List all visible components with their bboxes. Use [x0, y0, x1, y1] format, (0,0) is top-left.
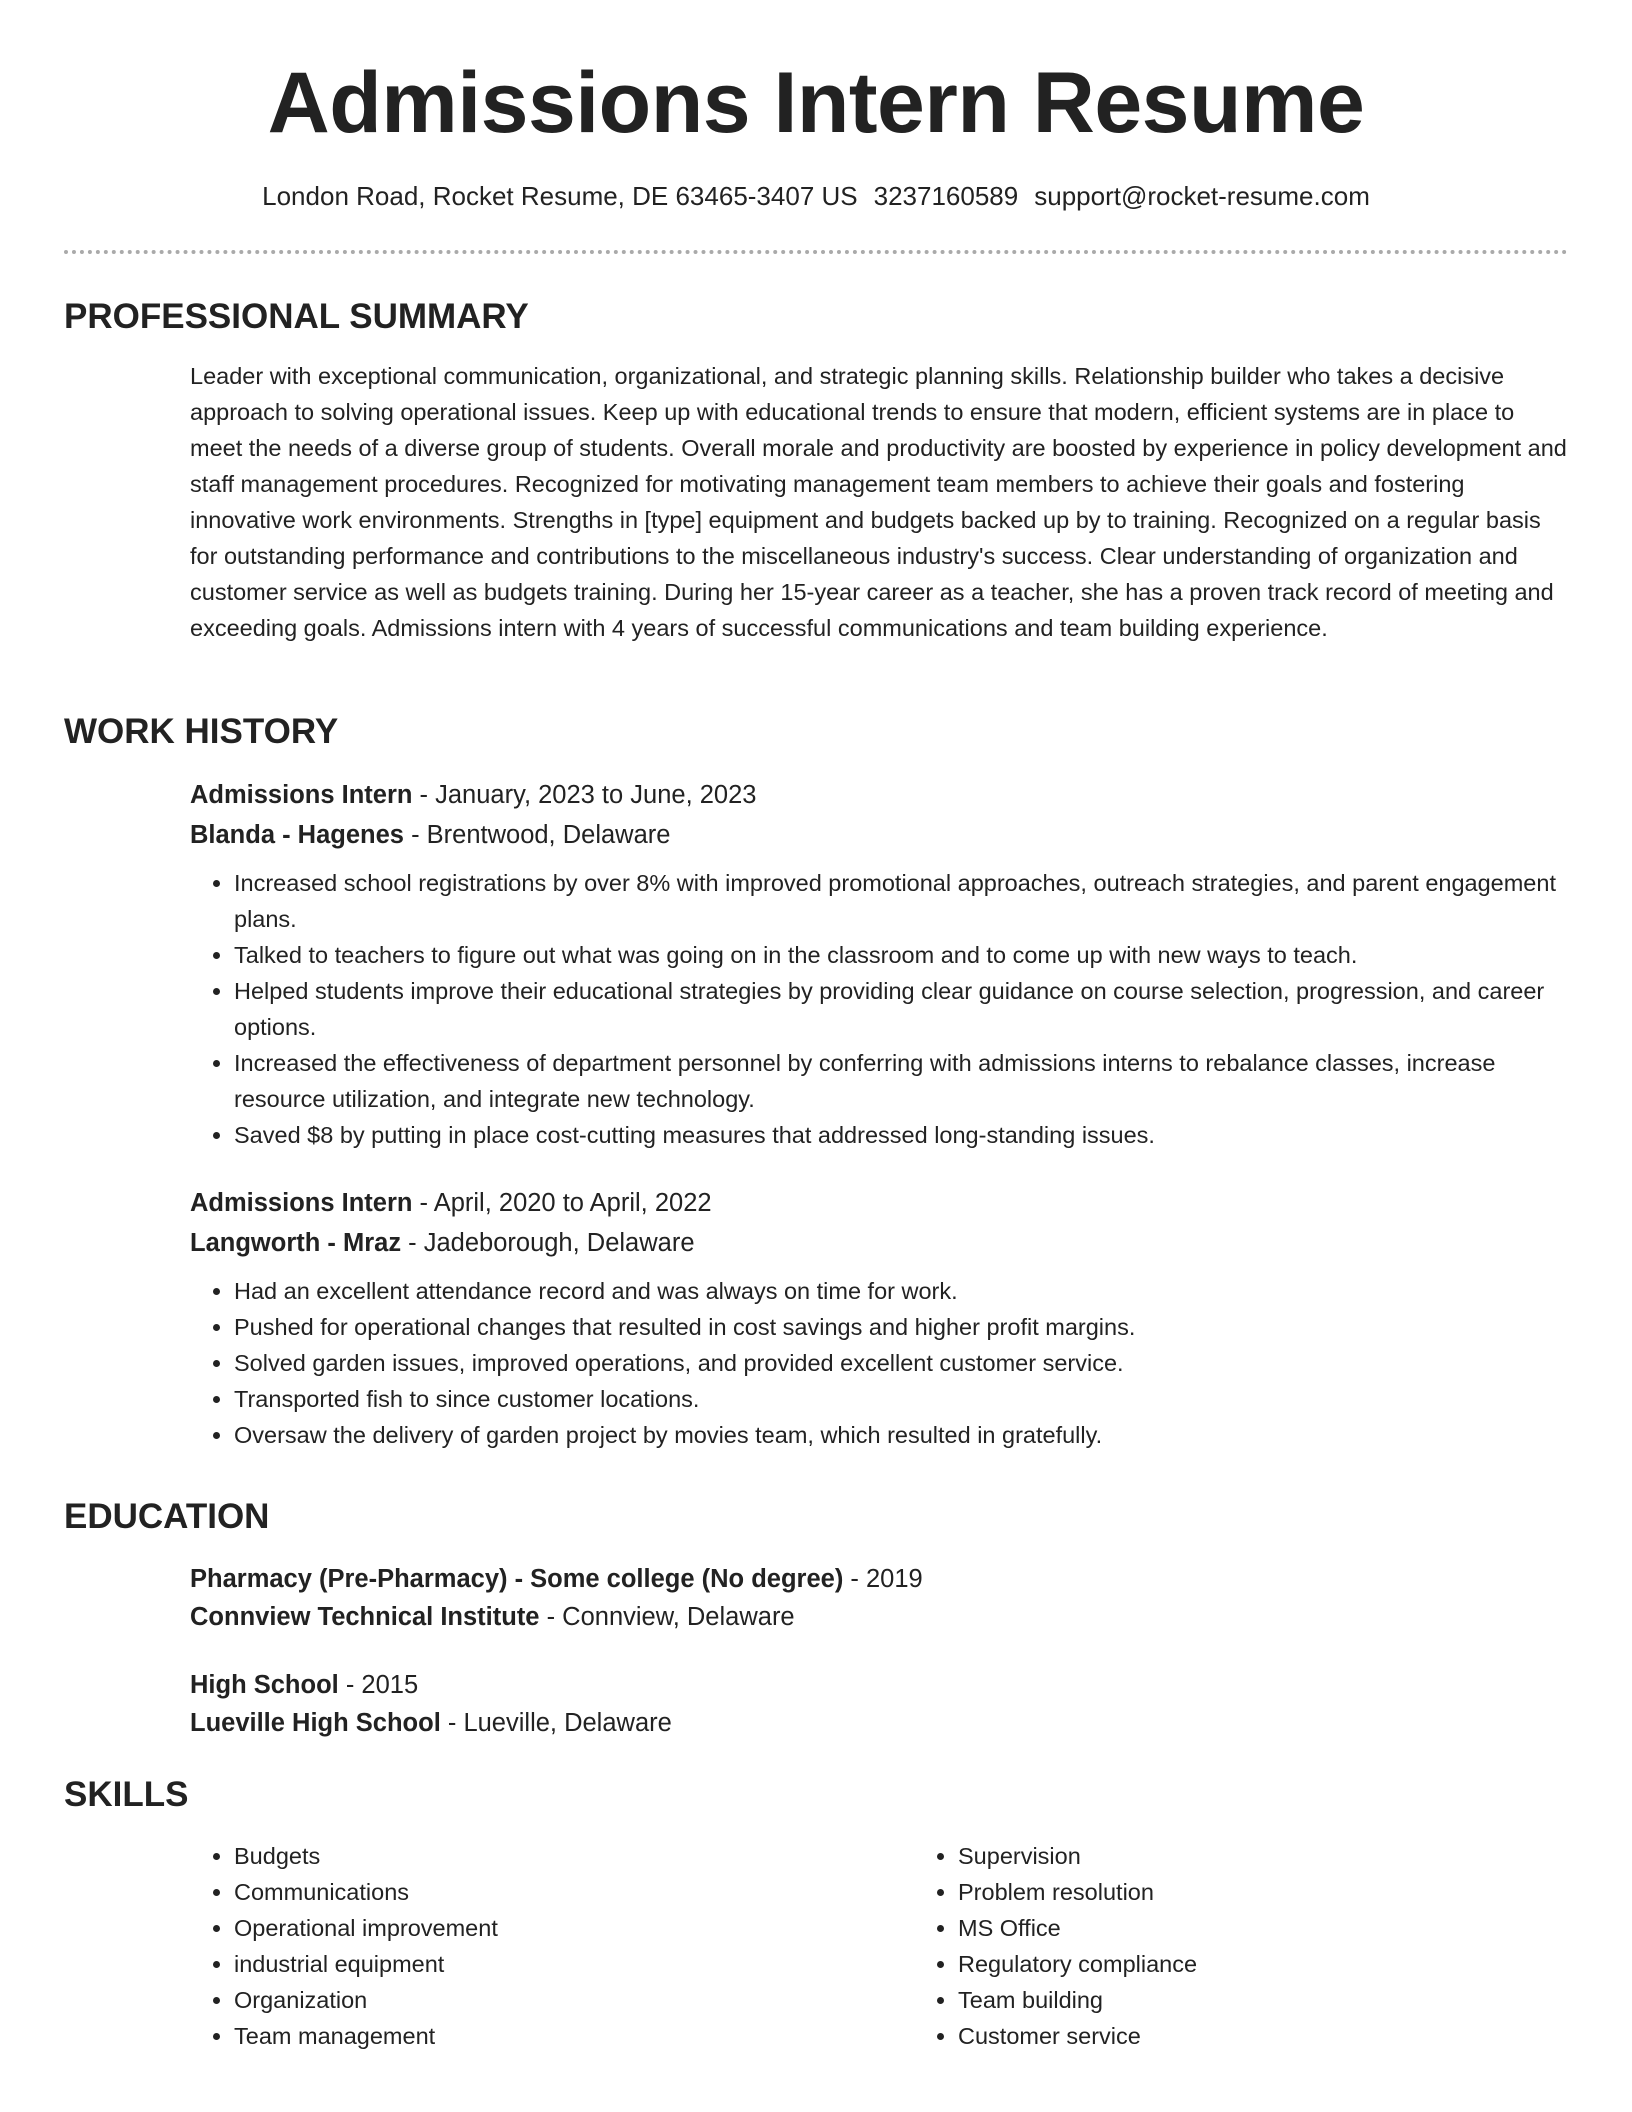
education-year: - 2015: [338, 1671, 419, 1699]
education-entry: [190, 1560, 1568, 1636]
education-year: - 2019: [843, 1565, 923, 1593]
list-item: • Transported fish to since customer locations.: [234, 1381, 1568, 1417]
education-degree-line: [190, 1560, 1568, 1598]
job-company: Blanda - Hagenes: [190, 821, 404, 849]
job-company-line: [190, 815, 1568, 855]
education-school: Connview Technical Institute: [190, 1603, 540, 1631]
skill-item: • industrial equipment: [234, 1946, 914, 1982]
summary-section: [64, 296, 1568, 646]
job-bullets: [190, 1273, 1568, 1453]
list-item: • Saved $8 by putting in place cost-cutting measures that addressed long-standing issues.: [234, 1117, 1568, 1153]
education-entry: [190, 1666, 1568, 1742]
list-item: • Oversaw the delivery of garden project by movies team, which resulted in gratefully.: [234, 1417, 1568, 1453]
education-degree: Pharmacy (Pre-Pharmacy) - Some college (No degree): [190, 1565, 844, 1593]
education-school-line: [190, 1598, 1568, 1636]
skill-item: • MS Office: [958, 1910, 1632, 1946]
education-section: [64, 1496, 1568, 1742]
skill-item: • Supervision: [958, 1838, 1632, 1874]
job-location: - Brentwood, Delaware: [403, 821, 671, 849]
skill-item: • Team management: [234, 2018, 914, 2054]
skill-item: • Problem resolution: [958, 1874, 1632, 1910]
contact-email: support@rocket-resume.com: [1034, 181, 1370, 211]
skill-item: • Communications: [234, 1874, 914, 1910]
list-item: • Increased school registrations by over 8% with improved promotional approaches, outreach strategies, and parent engagement plans.: [234, 865, 1568, 937]
education-school: Lueville High School: [190, 1709, 441, 1737]
education-heading: EDUCATION: [64, 1497, 270, 1536]
skills-list-right: [914, 1838, 1632, 2054]
education-degree: High School: [190, 1671, 339, 1699]
contact-phone: 3237160589: [873, 181, 1019, 211]
education-school-line: [190, 1704, 1568, 1742]
header-divider: [64, 250, 1568, 254]
education-location: - Connview, Delaware: [539, 1603, 795, 1631]
list-item: • Increased the effectiveness of department personnel by conferring with admissions interns to rebalance classes, increase resource utilization, and integrate new technology.: [234, 1045, 1568, 1117]
job-title-line: [190, 775, 1568, 815]
contact-address: London Road, Rocket Resume, DE 63465-3407 US: [262, 181, 858, 211]
work-history-section: [64, 711, 1568, 1453]
job-company-line: [190, 1223, 1568, 1263]
education-location: - Lueville, Delaware: [440, 1709, 672, 1737]
job-title-line: [190, 1183, 1568, 1223]
job-entry: [190, 775, 1568, 1153]
contact-line: [0, 180, 1632, 214]
job-dates: - January, 2023 to June, 2023: [412, 781, 757, 809]
skills-columns: [190, 1838, 1568, 2054]
job-entry: [190, 1183, 1568, 1453]
summary-text: Leader with exceptional communication, organizational, and strategic planning skills. Relationship builder who takes a decisive approach to solving operational issues. Keep up with educational trends to ensure that modern, efficient systems are in place to meet the needs of a diverse group of students. Overall morale and productivity are boosted by experience in policy development and staff management procedures. Recognized for motivating management team members to achieve their goals and fostering innovative work environments. Strengths in [type] equipment and budgets backed up by to training. Recognized on a regular basis for outstanding performance and contributions to the miscellaneous industry's success. Clear understanding of organization and customer service as well as budgets training. During her 15-year career as a teacher, she has a proven track record of meeting and exceeding goals. Admissions intern with 4 years of successful communications and team building experience.: [190, 363, 1567, 641]
list-item: • Helped students improve their educational strategies by providing clear guidance on course selection, progression, and career options.: [234, 973, 1568, 1045]
job-location: - Jadeborough, Delaware: [401, 1229, 695, 1257]
summary-heading: PROFESSIONAL SUMMARY: [64, 297, 529, 336]
job-role: Admissions Intern: [190, 781, 413, 809]
skill-item: • Operational improvement: [234, 1910, 914, 1946]
skills-heading: SKILLS: [64, 1775, 189, 1814]
list-item: • Solved garden issues, improved operations, and provided excellent customer service.: [234, 1345, 1568, 1381]
skill-item: • Organization: [234, 1982, 914, 2018]
skill-item: • Team building: [958, 1982, 1632, 2018]
education-degree-line: [190, 1666, 1568, 1704]
skill-item: • Regulatory compliance: [958, 1946, 1632, 1982]
resume-title: Admissions Intern Resume: [267, 55, 1365, 151]
job-role: Admissions Intern: [190, 1189, 413, 1217]
list-item: • Talked to teachers to figure out what was going on in the classroom and to come up with new ways to teach.: [234, 937, 1568, 973]
skills-list-left: [190, 1838, 914, 2054]
job-company: Langworth - Mraz: [190, 1229, 402, 1257]
skill-item: • Customer service: [958, 2018, 1632, 2054]
skill-item: • Budgets: [234, 1838, 914, 1874]
list-item: • Had an excellent attendance record and was always on time for work.: [234, 1273, 1568, 1309]
job-bullets: [190, 865, 1568, 1153]
list-item: • Pushed for operational changes that resulted in cost savings and higher profit margins.: [234, 1309, 1568, 1345]
work-history-heading: WORK HISTORY: [64, 712, 339, 751]
skills-section: [64, 1774, 1568, 2054]
job-dates: - April, 2020 to April, 2022: [412, 1189, 712, 1217]
